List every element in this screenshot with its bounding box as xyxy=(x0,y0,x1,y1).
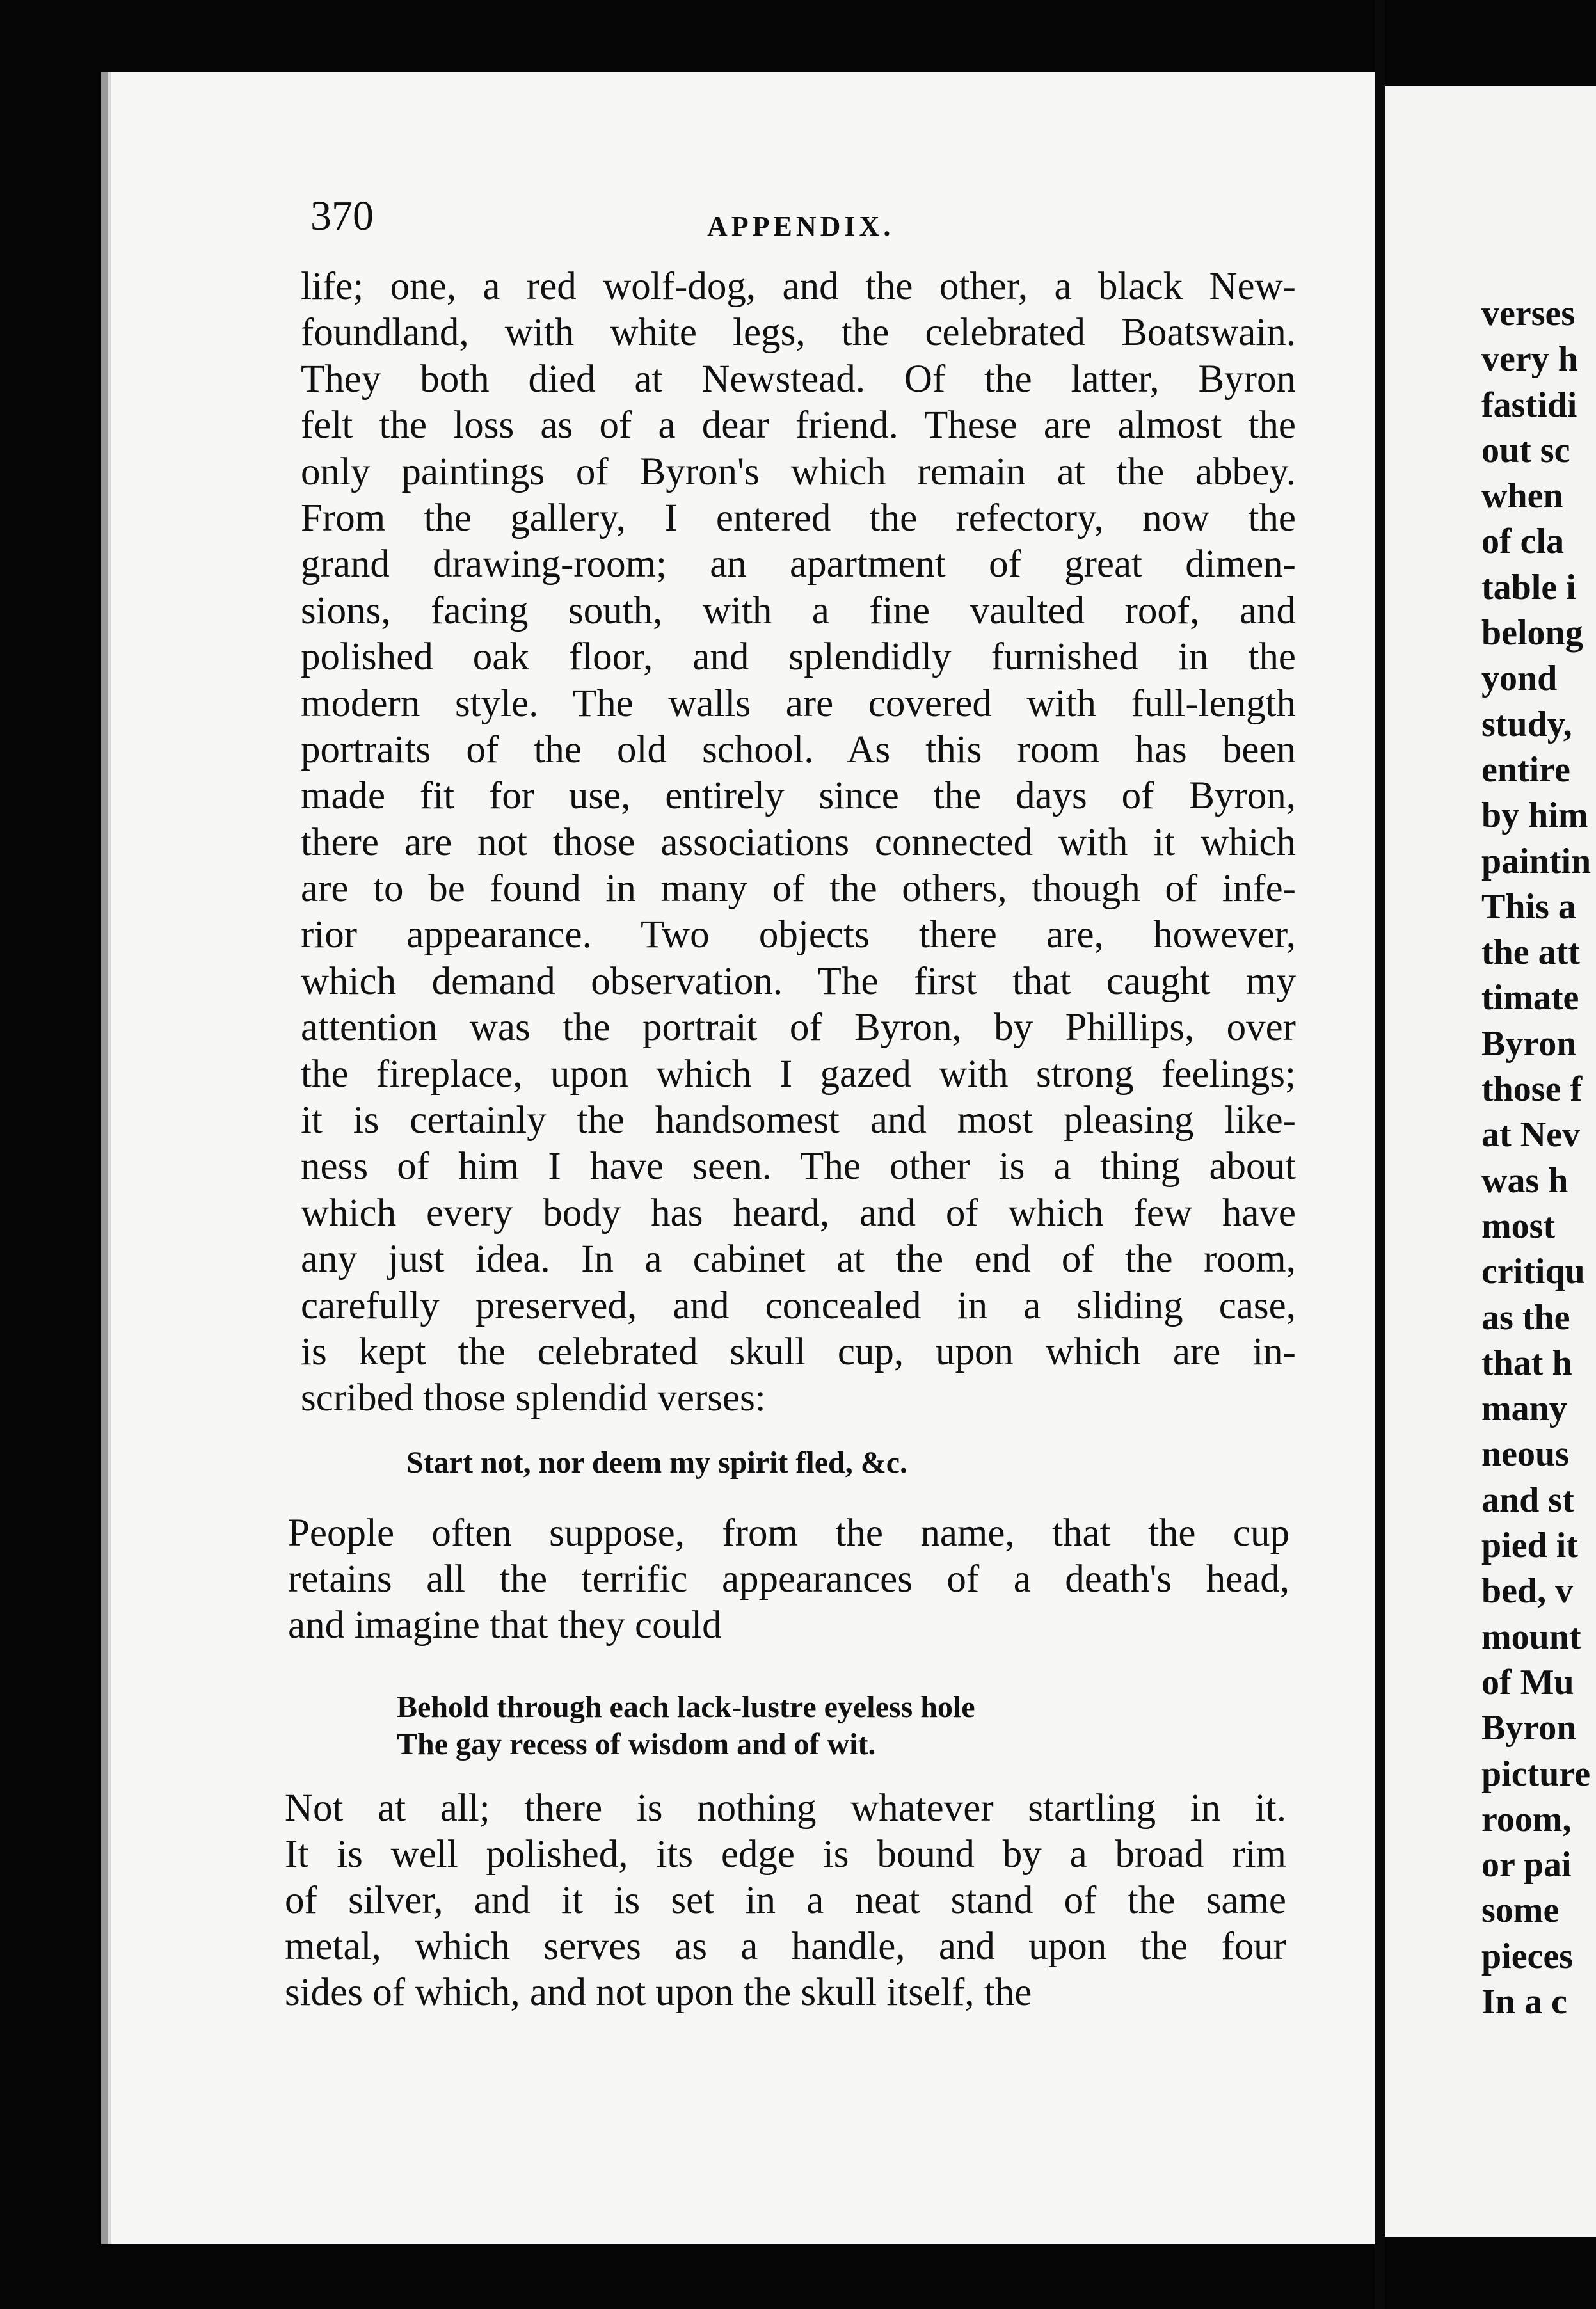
text-line: portraits of the old school. As this room has been xyxy=(301,728,1296,771)
text-line: scribed those splendid verses: xyxy=(301,1377,766,1420)
paragraph-1 xyxy=(301,264,1296,1422)
facing-page-line: study, xyxy=(1481,704,1572,744)
text-line: which every body has heard, and of which few have xyxy=(301,1191,1296,1234)
facing-page-line: In a c xyxy=(1481,1981,1567,2022)
facing-page-line: those f xyxy=(1481,1069,1583,1110)
facing-page-line: some xyxy=(1481,1890,1560,1931)
facing-page-line: pied it xyxy=(1481,1526,1578,1566)
text-line: are to be found in many of the others, though of infe- xyxy=(301,867,1296,911)
facing-page-line: of cla xyxy=(1481,522,1565,562)
book-gutter xyxy=(1375,0,1385,2309)
text-line: They both died at Newstead. Of the latter, Byron xyxy=(301,357,1296,401)
text-line: life; one, a red wolf-dog, and the other, a black New- xyxy=(301,265,1296,308)
facing-page-line: neous xyxy=(1481,1434,1569,1474)
facing-page-line: room, xyxy=(1481,1799,1572,1839)
text-line: sions, facing south, with a fine vaulted roof, and xyxy=(301,589,1296,632)
text-line: attention was the portrait of Byron, by Phillips, over xyxy=(301,1006,1296,1050)
text-line: of silver, and it is set in a neat stand of the same xyxy=(285,1879,1286,1922)
text-line: it is certainly the handsomest and most pleasing like- xyxy=(301,1099,1296,1142)
facing-page-line: of Mu xyxy=(1481,1662,1574,1702)
facing-page-line: many xyxy=(1481,1389,1567,1429)
text-line: From the gallery, I entered the refectory, now the xyxy=(301,496,1296,539)
paragraph-3 xyxy=(285,1786,1286,2016)
facing-page-line: pieces xyxy=(1481,1936,1574,1976)
text-line: the fireplace, upon which I gazed with strong feelings; xyxy=(301,1052,1296,1096)
text-line: metal, which serves as a handle, and upon the four xyxy=(285,1925,1286,1968)
verse-quote-2-line-1: Behold through each lack-lustre eyeless hole xyxy=(397,1690,975,1724)
facing-page-line: or pai xyxy=(1481,1845,1572,1885)
text-line: Not at all; there is nothing whatever startling in it. xyxy=(285,1787,1286,1830)
facing-page-line: This a xyxy=(1481,886,1576,927)
text-line: foundland, with white legs, the celebrated Boatswain. xyxy=(301,311,1296,355)
facing-page-line: yond xyxy=(1481,659,1558,699)
text-line: polished oak floor, and splendidly furnished in the xyxy=(301,635,1296,679)
facing-page-line: mount xyxy=(1481,1617,1581,1657)
facing-page-line: by him xyxy=(1481,795,1588,836)
text-line: made fit for use, entirely since the days of Byron, xyxy=(301,774,1296,818)
page-number: 370 xyxy=(310,193,374,239)
text-line: People often suppose, from the name, that the cup xyxy=(288,1512,1289,1554)
running-head: APPENDIX. xyxy=(707,211,895,242)
text-line: grand drawing-room; an apartment of great dimen- xyxy=(301,543,1296,586)
facing-page-line: critiqu xyxy=(1481,1252,1585,1292)
text-line: is kept the celebrated skull cup, upon which are in- xyxy=(301,1330,1296,1373)
facing-page-line: Byron xyxy=(1481,1023,1577,1064)
facing-page-line: when xyxy=(1481,476,1563,516)
facing-page-line: as the xyxy=(1481,1297,1570,1338)
facing-page-line: fastidi xyxy=(1481,385,1577,425)
text-line: and imagine that they could xyxy=(288,1604,722,1647)
facing-page-line: entire xyxy=(1481,749,1570,790)
verse-quote-2-line-2: The gay recess of wisdom and of wit. xyxy=(397,1727,876,1761)
facing-page-line: at Nev xyxy=(1481,1115,1580,1155)
page-header xyxy=(310,192,1302,250)
text-line: ness of him I have seen. The other is a thing about xyxy=(301,1145,1296,1188)
text-line: felt the loss as of a dear friend. These are almost the xyxy=(301,404,1296,447)
verse-quote-1: Start not, nor deem my spirit fled, &c. xyxy=(406,1446,907,1480)
text-line: which demand observation. The first that caught my xyxy=(301,959,1296,1003)
facing-page-line: bed, v xyxy=(1481,1571,1574,1611)
facing-page-line: the att xyxy=(1481,932,1580,973)
text-line: It is well polished, its edge is bound by a broad rim xyxy=(285,1833,1286,1876)
facing-page-line: belong xyxy=(1481,613,1583,653)
text-line: retains all the terrific appearances of a death's head, xyxy=(288,1558,1289,1601)
facing-page-line: out sc xyxy=(1481,430,1570,470)
facing-page-line: timate xyxy=(1481,978,1579,1018)
text-line: modern style. The walls are covered with full-length xyxy=(301,682,1296,725)
facing-page-line: Byron xyxy=(1481,1708,1577,1748)
facing-page-text xyxy=(1481,291,1596,2025)
facing-page-line: table i xyxy=(1481,567,1576,607)
facing-page-line: verses xyxy=(1481,294,1576,333)
text-line: there are not those associations connected with it which xyxy=(301,820,1296,864)
facing-page-line: was h xyxy=(1481,1160,1568,1201)
text-line: any just idea. In a cabinet at the end of the room, xyxy=(301,1238,1296,1281)
facing-page-line: paintin xyxy=(1481,841,1592,881)
text-line: sides of which, and not upon the skull itself, the xyxy=(285,1971,1032,2014)
facing-page-line: very h xyxy=(1481,339,1578,380)
facing-page-line: that h xyxy=(1481,1343,1572,1383)
text-line: rior appearance. Two objects there are, however, xyxy=(301,913,1296,957)
facing-page-line: picture xyxy=(1481,1754,1591,1794)
text-line: only paintings of Byron's which remain at the abbey. xyxy=(301,450,1296,493)
facing-page-line: and st xyxy=(1481,1480,1574,1520)
text-line: carefully preserved, and concealed in a sliding case, xyxy=(301,1284,1296,1327)
paragraph-2 xyxy=(288,1510,1289,1649)
facing-page-line: most xyxy=(1481,1206,1556,1246)
